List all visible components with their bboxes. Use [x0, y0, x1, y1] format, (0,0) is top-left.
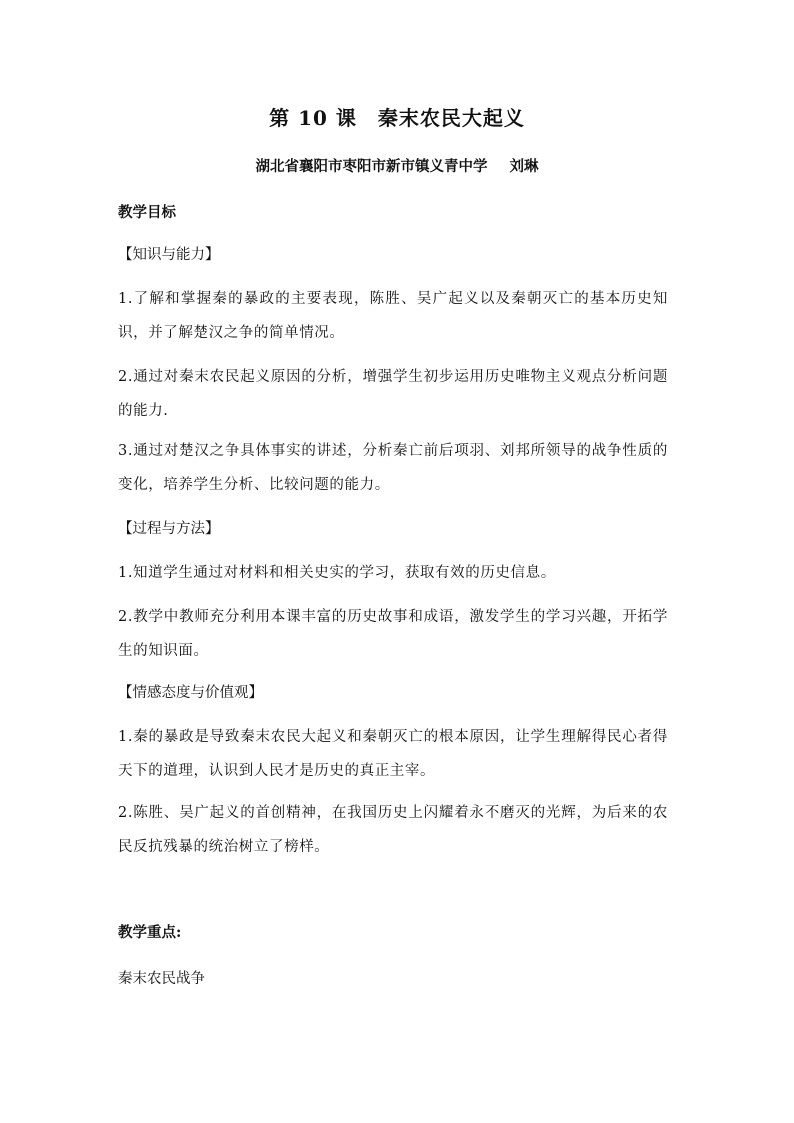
knowledge-item-2: 2.通过对秦末农民起义原因的分析，增强学生初步运用历史唯物主义观点分析问题的能力. — [118, 369, 668, 419]
author-name: 刘琳 — [509, 158, 539, 175]
key-points-heading: 教学重点: — [118, 924, 182, 941]
emotion-item-1: 1.秦的暴政是导致秦末农民大起义和秦朝灭亡的根本原因，让学生理解得民心者得天下的道理，认识到人民才是历史的真正主宰。 — [118, 729, 668, 779]
lesson-title: 第 10 课 秦末农民大起义 — [269, 106, 525, 130]
knowledge-item-1: 1.了解和掌握秦的暴政的主要表现，陈胜、吴广起义以及秦朝灭亡的基本历史知识，并了解楚汉之争的简单情况。 — [118, 291, 668, 341]
process-heading: 【过程与方法】 — [118, 521, 220, 537]
knowledge-heading: 【知识与能力】 — [118, 247, 220, 263]
emotion-item-2: 2.陈胜、吴广起义的首创精神，在我国历史上闪耀着永不磨灭的光辉，为后来的农民反抗残暴的统治树立了榜样。 — [118, 805, 668, 855]
process-item-2: 2.教学中教师充分利用本课丰富的历史故事和成语，激发学生的学习兴趣，开拓学生的知识面。 — [118, 609, 668, 659]
objectives-heading: 教学目标 — [118, 204, 176, 221]
knowledge-item-3: 3.通过对楚汉之争具体事实的讲述，分析秦亡前后项羽、刘邦所领导的战争性质的变化，培养学生分析、比较问题的能力。 — [118, 443, 668, 493]
process-item-1: 1.知道学生通过对材料和相关史实的学习，获取有效的历史信息。 — [118, 565, 556, 581]
author-line — [0, 156, 794, 178]
key-points-text: 秦末农民战争 — [118, 971, 205, 987]
emotion-heading: 【情感态度与价值观】 — [118, 685, 263, 701]
author-school: 湖北省襄阳市枣阳市新市镇义青中学 — [255, 158, 488, 175]
